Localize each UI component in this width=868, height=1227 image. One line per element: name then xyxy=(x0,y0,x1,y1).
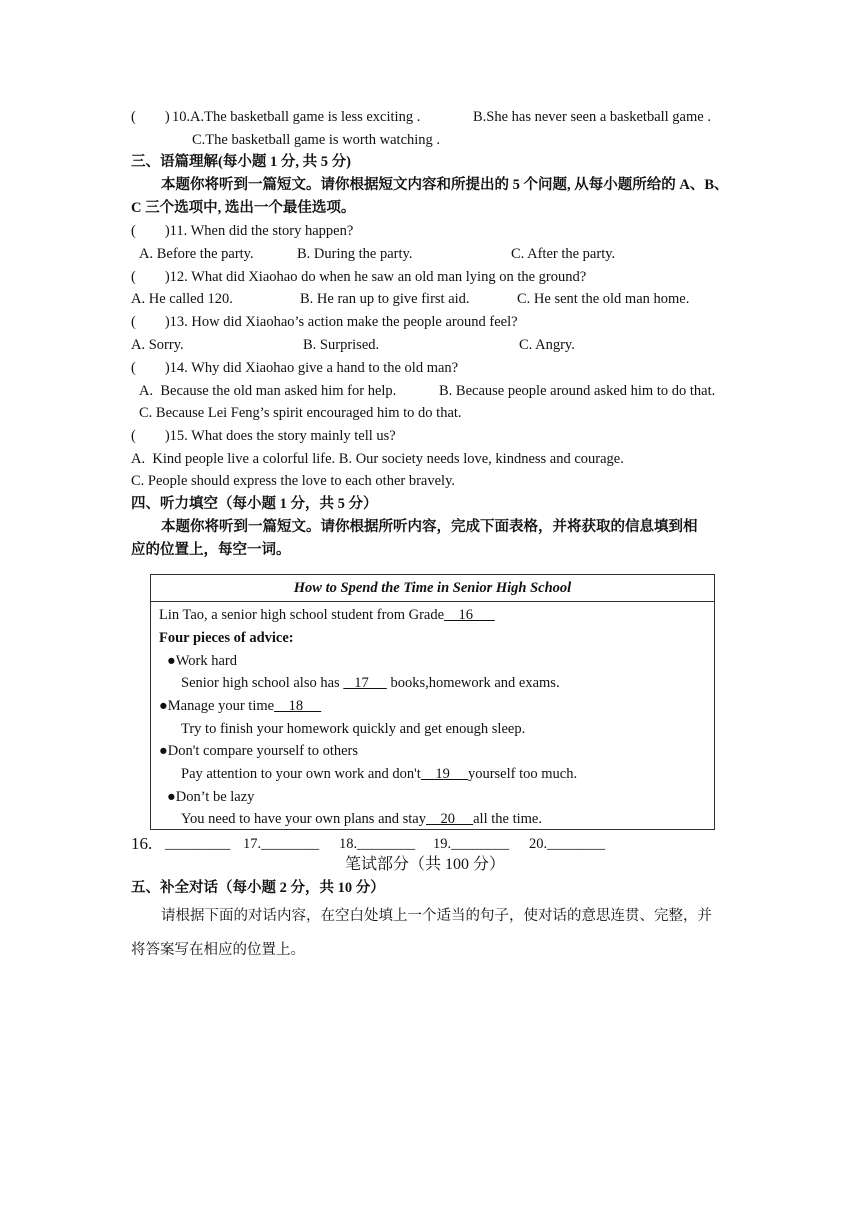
advice-2-pre: ●Manage your time xyxy=(159,698,275,714)
advice-4-title: ●Don’t be lazy xyxy=(167,789,255,805)
q11-option-a: A. Before the party. xyxy=(139,246,254,262)
q13-stem: ( )13. How did Xiaohao’s action make the people around feel? xyxy=(131,314,518,330)
q12-stem: ( )12. What did Xiaohao do when he saw an old man lying on the ground? xyxy=(131,269,587,285)
q10-option-a-text: A.The basketball game is less exciting . xyxy=(190,109,421,125)
advice-1-title: ●Work hard xyxy=(167,653,238,669)
q15-stem: ( )15. What does the story mainly tell us? xyxy=(131,428,396,444)
table-title: How to Spend the Time in Senior High School xyxy=(151,575,714,602)
section4-instruction-1: 本题你将听到一篇短文。请你根据所听内容，完成下面表格，并将获取的信息填到相 xyxy=(161,519,698,535)
answer-19[interactable]: 19.________ xyxy=(433,836,510,852)
q10-option-b: B.She has never seen a basketball game . xyxy=(473,109,711,125)
advice-2-title xyxy=(159,696,321,716)
answer-17[interactable]: 17.________ xyxy=(243,836,320,852)
advice-2-detail: Try to finish your homework quickly and get enough sleep. xyxy=(181,721,526,737)
advice-3-pre: Pay attention to your own work and don't xyxy=(181,766,421,782)
section5-instruction-1: 请根据下面的对话内容，在空白处填上一个适当的句子，使对话的意思连贯、完整，并 xyxy=(161,908,712,924)
q11-option-c: C. After the party. xyxy=(511,246,616,262)
q10-bracket: ( ) xyxy=(131,109,170,125)
answer-16-blank[interactable]: _________ xyxy=(165,836,231,852)
section3-instruction-1: 本题你将听到一篇短文。请你根据短文内容和所提出的 5 个问题, 从每小题所给的 A、B、 xyxy=(161,177,729,193)
q12-option-c: C. He sent the old man home. xyxy=(517,291,690,307)
advice-4-pre: You need to have your own plans and stay xyxy=(181,811,426,827)
answer-16-label: 16. xyxy=(131,834,153,853)
written-part-title: 笔试部分（共 100 分） xyxy=(345,856,506,873)
advice-1-post: books,homework and exams. xyxy=(386,675,560,691)
section4-title: 四、听力填空（每小题 1 分，共 5 分） xyxy=(131,496,378,512)
section3-instruction-2: C 三个选项中, 选出一个最佳选项。 xyxy=(131,200,356,216)
q12-option-b: B. He ran up to give first aid. xyxy=(300,291,470,307)
q13-option-c: C. Angry. xyxy=(519,337,575,353)
q14-option-b: B. Because people around asked him to do that. xyxy=(439,383,716,399)
advice-1-pre: Senior high school also has xyxy=(181,675,344,691)
advice-table xyxy=(150,574,715,830)
q11-stem: ( )11. When did the story happen? xyxy=(131,223,354,239)
blank-16[interactable]: 16 xyxy=(444,607,495,623)
grade-label: Lin Tao, a senior high school student from Grade xyxy=(159,607,445,623)
q13-option-b: B. Surprised. xyxy=(303,337,380,353)
q13-option-a: A. Sorry. xyxy=(131,337,184,353)
advice-3-title: ●Don't compare yourself to others xyxy=(159,743,359,759)
q14-option-c: C. Because Lei Feng’s spirit encouraged him to do that. xyxy=(139,405,462,421)
section3-title: 三、语篇理解(每小题 1 分, 共 5 分) xyxy=(131,154,351,170)
blank-18[interactable]: 18 xyxy=(274,698,322,714)
advice-1-detail xyxy=(181,673,560,693)
advice-heading: Four pieces of advice: xyxy=(159,630,294,646)
answer-18[interactable]: 18.________ xyxy=(339,836,416,852)
q11-option-b: B. During the party. xyxy=(297,246,413,262)
section4-instruction-2: 应的位置上，每空一词。 xyxy=(131,542,291,558)
q14-option-a: A. Because the old man asked him for help. xyxy=(139,383,397,399)
section5-title: 五、补全对话（每小题 2 分，共 10 分） xyxy=(131,880,385,896)
q12-option-a: A. He called 120. xyxy=(131,291,233,307)
q10-option-c: C.The basketball game is worth watching . xyxy=(192,132,441,148)
section5-instruction-2: 将答案写在相应的位置上。 xyxy=(131,942,305,958)
advice-3-post: yourself too much. xyxy=(467,766,578,782)
blank-17[interactable]: 17 xyxy=(343,675,387,691)
advice-3-detail xyxy=(181,764,577,784)
q10-option-a: 10. xyxy=(172,109,191,125)
blank-19[interactable]: 19 xyxy=(420,766,468,782)
blank-20[interactable]: 20 xyxy=(426,811,474,827)
q15-options-ab: A. Kind people live a colorful life. B. Our society needs love, kindness and courage. xyxy=(131,451,624,467)
q14-stem: ( )14. Why did Xiaohao give a hand to the old man? xyxy=(131,360,459,376)
advice-4-detail xyxy=(181,809,542,829)
q15-option-c: C. People should express the love to each other bravely. xyxy=(131,473,456,489)
answer-20[interactable]: 20.________ xyxy=(529,836,606,852)
advice-4-post: all the time. xyxy=(473,811,542,827)
table-row-grade xyxy=(159,605,495,625)
